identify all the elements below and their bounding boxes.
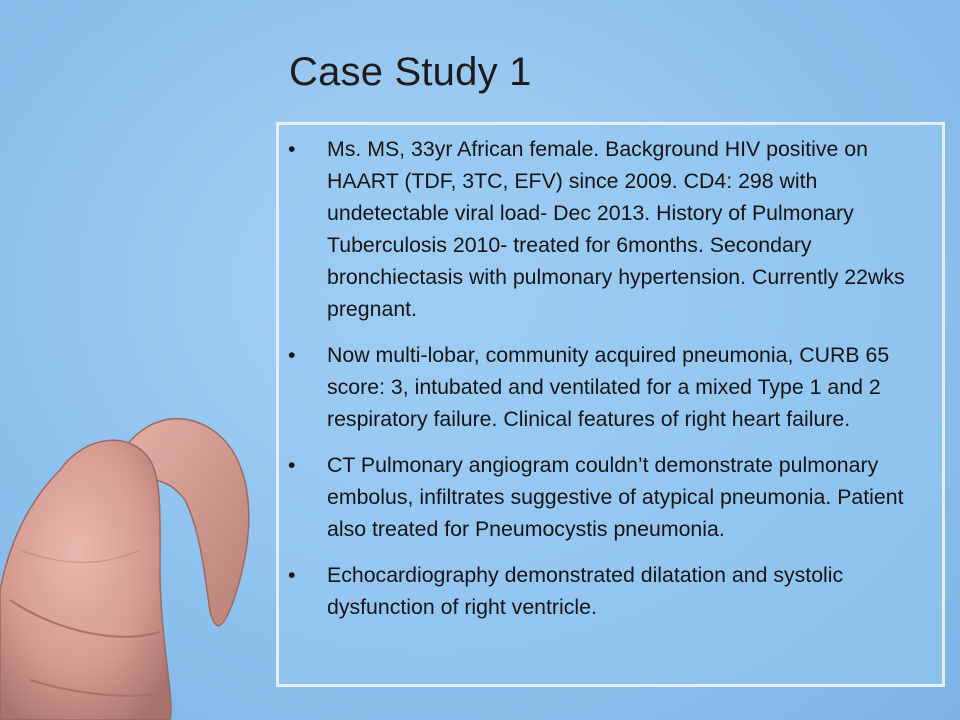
bullet-marker: • <box>288 563 296 587</box>
lung-illustration-icon <box>0 400 280 720</box>
bullet-text: CT Pulmonary angiogram couldn’t demonstrate pulmonary embolus, infiltrates suggestive of atypical pneumonia. Patient also treated for Pneumocystis pneumonia. <box>327 453 904 541</box>
bullet-marker: • <box>288 453 296 477</box>
bullet-item <box>285 133 936 325</box>
bullet-text: Echocardiography demonstrated dilatation and systolic dysfunction of right ventricle. <box>327 563 844 619</box>
bullet-text: Now multi-lobar, community acquired pneumonia, CURB 65 score: 3, intubated and ventilated for a mixed Type 1 and 2 respiratory failure. Clinical features of right heart failure. <box>327 343 890 431</box>
bullet-marker: • <box>288 137 296 161</box>
bullet-text: Ms. MS, 33yr African female. Background HIV positive on HAART (TDF, 3TC, EFV) since 2009. CD4: 298 with undetectable viral load- Dec 2013. History of Pulmonary Tuberculosis 2010- treated for 6months. Secondary bronchiectasis with pulmonary hypertension. Currently 22wks pregnant. <box>327 137 905 321</box>
slide-title: Case Study 1 <box>289 50 532 94</box>
content-box <box>276 122 945 687</box>
bullet-item <box>285 559 936 623</box>
bullet-item <box>285 449 936 545</box>
bullet-list <box>285 133 936 637</box>
bullet-marker: • <box>288 343 296 367</box>
bullet-item <box>285 339 936 435</box>
